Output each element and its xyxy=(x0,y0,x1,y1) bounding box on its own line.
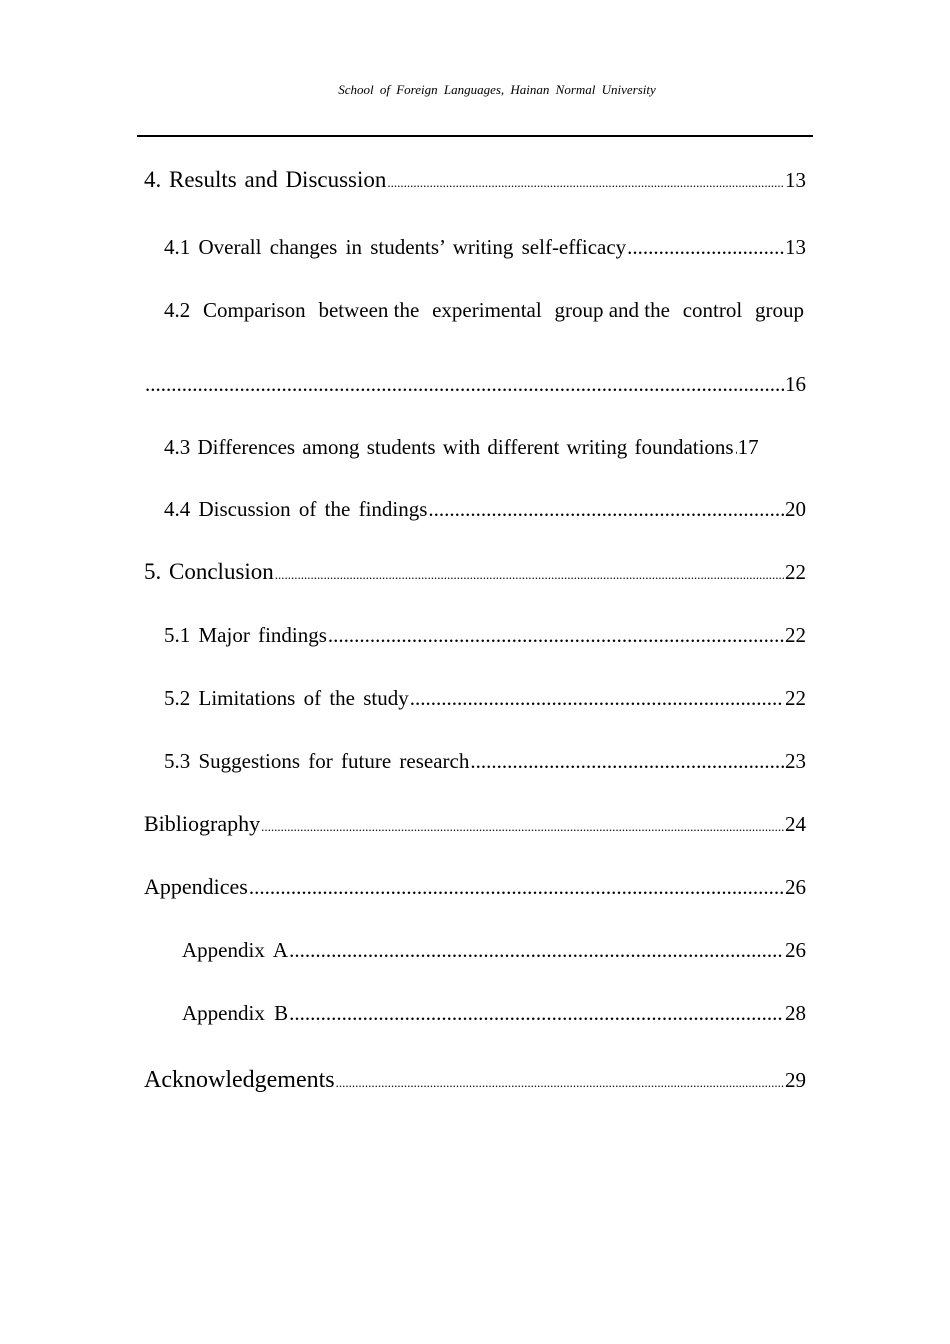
toc-entry-label: Appendix A xyxy=(182,938,289,962)
toc-entry-suggestions[interactable] xyxy=(164,747,806,775)
toc-page-number: 13 xyxy=(785,235,806,259)
dot-leader xyxy=(289,936,784,964)
toc-word: experimental xyxy=(432,298,542,322)
toc-page-number: 22 xyxy=(785,560,806,584)
toc-word: group and the xyxy=(554,298,670,322)
dot-leader xyxy=(410,684,784,712)
toc-page-number: 20 xyxy=(785,497,806,521)
toc-page-number: 26 xyxy=(785,938,806,962)
toc-entry-label: 5.3 Suggestions for future research xyxy=(164,749,470,773)
dot-leader xyxy=(289,999,784,1027)
toc-entry-major-findings[interactable] xyxy=(164,621,806,649)
toc-word: between the xyxy=(318,298,420,322)
toc-entry-label: Acknowledgements xyxy=(144,1067,335,1093)
toc-entry-acknowledgements[interactable] xyxy=(144,1066,806,1097)
dot-leader xyxy=(387,169,784,197)
dot-leader xyxy=(275,561,784,589)
toc-page-number: 24 xyxy=(785,812,806,836)
toc-entry-label: 4.3 Differences among students with different writing foundations xyxy=(164,435,734,459)
toc-entry-limitations[interactable] xyxy=(164,684,806,712)
toc-entry-appendix-b[interactable] xyxy=(182,999,806,1027)
toc-page-number: 22 xyxy=(785,623,806,647)
toc-entry-comparison-line1[interactable] xyxy=(164,296,804,324)
dot-leader xyxy=(261,813,784,841)
dot-leader xyxy=(249,873,784,901)
toc-word: group xyxy=(754,298,804,322)
toc-entry-differences[interactable] xyxy=(164,433,806,461)
dot-leader xyxy=(470,747,784,775)
toc-entry-label: Appendix B xyxy=(182,1001,289,1025)
dot-leader xyxy=(328,621,784,649)
toc-page-number: 23 xyxy=(785,749,806,773)
toc-entry-label: 5.1 Major findings xyxy=(164,623,327,647)
header-rule xyxy=(137,135,813,137)
dot-leader xyxy=(336,1069,784,1097)
toc-word: Comparison xyxy=(203,298,306,322)
toc-entry-bibliography[interactable] xyxy=(144,810,806,841)
toc-page-number: 13 xyxy=(785,168,806,192)
toc-page-number: 29 xyxy=(785,1068,806,1092)
toc-word: 4.2 xyxy=(164,298,191,322)
toc-entry-overall-changes[interactable] xyxy=(164,233,806,261)
toc-page-number: 17 xyxy=(737,435,759,459)
toc-entry-appendices[interactable] xyxy=(144,873,806,901)
running-header: School of Foreign Languages, Hainan Normal University xyxy=(338,82,656,97)
toc-page-number: 28 xyxy=(785,1001,806,1025)
toc-page-number: 26 xyxy=(785,875,806,899)
toc-entry-label: 4.1 Overall changes in students’ writing self-efficacy xyxy=(164,235,627,259)
toc-page-number: 22 xyxy=(785,686,806,710)
toc-entry-results-discussion[interactable] xyxy=(144,166,806,197)
toc-word: control xyxy=(682,298,743,322)
toc-entry-appendix-a[interactable] xyxy=(182,936,806,964)
toc-entry-label: 4.4 Discussion of the findings xyxy=(164,497,428,521)
toc-entry-label: 5. Conclusion xyxy=(144,559,274,584)
dot-leader xyxy=(627,233,784,261)
toc-page-number: 16 xyxy=(785,372,806,396)
toc-entry-label: 4. Results and Discussion xyxy=(144,167,387,192)
toc-entry-label: Appendices xyxy=(144,874,248,899)
toc-entry-comparison-line2[interactable] xyxy=(144,370,806,398)
toc-entry-label: 5.2 Limitations of the study xyxy=(164,686,409,710)
toc-entry-discussion-findings[interactable] xyxy=(164,495,806,523)
dot-leader xyxy=(145,370,784,398)
toc-entry-label: Bibliography xyxy=(144,811,261,836)
dot-leader xyxy=(428,495,784,523)
dot-leader xyxy=(735,433,737,461)
toc-entry-conclusion[interactable] xyxy=(144,558,806,589)
